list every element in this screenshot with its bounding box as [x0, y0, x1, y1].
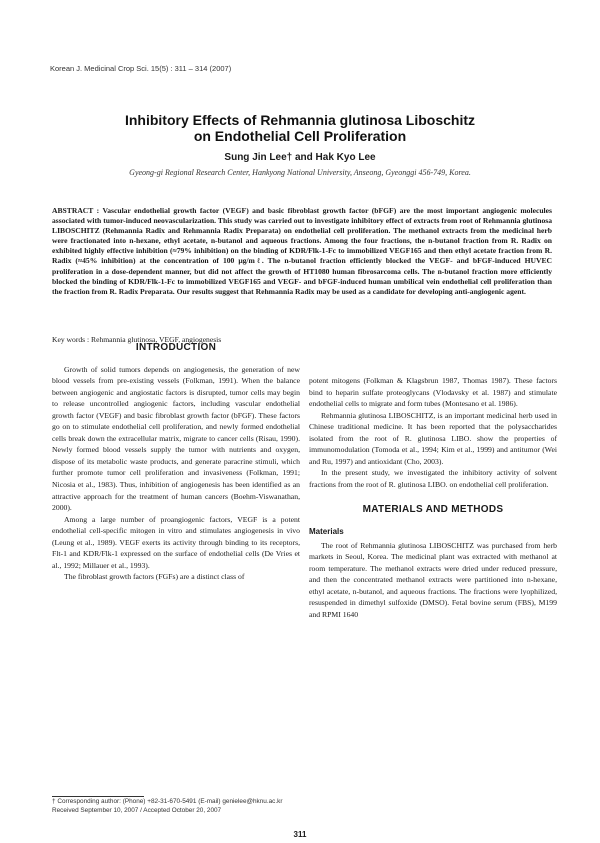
materials-paragraph-1: The root of Rehmannia glutinosa LIBOSCHITZ was purchased from herb markets in Seoul, Korea. The medicinal plant was extracted with methanol at room temperature. The methanol extracts were dried under reduced pressure, and then the concentrated methanol extracts were partitioned into n-hexane, ethyl acetate, n-butanol, and aqueous fractions. The fractions were lyophilized, resuspended in dimethyl sulfoxide (DMSO). Fetal bovine serum (FBS), M199 and RPMI 1640 — [309, 540, 557, 619]
received-accepted-footnote: Received September 10, 2007 / Accepted October 20, 2007 — [52, 807, 222, 814]
intro-paragraph-2: Among a large number of proangiogenic factors, VEGF is a potent endothelial cell-specific mitogen in vitro and stimulates angiogenesis in vivo (Leung et al., 1989). VEGF exerts its activity through binding to its receptors, Flt-1 and KDR/Flk-1 expressed on the surface of endothelial cells (De Vries et al., 1992; Millauer et al., 1993). — [52, 514, 300, 570]
journal-citation: Korean J. Medicinal Crop Sci. 15(5) : 311 – 314 (2007) — [50, 64, 232, 73]
abstract: ABSTRACT : Vascular endothelial growth factor (VEGF) and basic fibroblast growth factor (bFGF) are the most important angiogenic molecules associated with tumor-induced neovascularization. This study was carried out to investigate inhibitory effect of extracts from root of Rehmannia glutinosa LIBOSCHITZ (Rehmannia Radix and Rehmannia Radix Preparata) on endothelial cell proliferation. The methanol extracts from the medicinal herb were fractionated into n-hexane, ethyl acetate, n-butanol and aqueous fractions. Among the four fractions, the n-butanol fraction from R. Radix on exhibited highly effective inhibition (≈79% inhibition) on the binding of KDR/Flk-1-Fc to immobilized VEGF165 and then ethyl acetate fraction from R. Radix (≈45% inhibition) at the concentration of 100 μg/mℓ. The n-butanol fraction efficiently blocked the VEGF- and bFGF-induced HUVEC proliferation in a dose-dependent manner, but did not affect the growth of HT1080 human fibrosarcoma cells. The n-butanol fraction more efficiently blocked the binding of KDR/Flk-1-Fc to immobilized VEGF165 and VEGF- and bFGF-induced human umbilical vein endothelial cell proliferation than the fraction from R. Radix Preparata. Our results suggest that Rehmannia Radix may be used as a candidate for developing anti-angiogenic agent. — [52, 206, 552, 296]
title-line-1: Inhibitory Effects of Rehmannia glutinosa Liboschitz — [124, 112, 476, 128]
materials-subheading: Materials — [309, 527, 344, 537]
intro-paragraph-3: The fibroblast growth factors (FGFs) are a distinct class of — [64, 572, 245, 582]
introduction-heading: INTRODUCTION — [135, 342, 217, 353]
title-line-2: on Endothelial Cell Proliferation — [193, 128, 407, 144]
right-paragraph-1: potent mitogens (Folkman & Klagsbrun 1987, Thomas 1987). These factors bind to heparin sulfate proteoglycans (Vlodavsky et al. 1987) and stimulate endothelial cells to migrate and form tubes (Montesano et al. 1986). — [309, 376, 557, 409]
right-paragraph-3: In the present study, we investigated the inhibitory activity of solvent fractions from the root of R. glutinosa LIBO. on endothelial cell proliferation. — [309, 468, 557, 489]
right-column — [309, 375, 557, 620]
authors: Sung Jin Lee† and Hak Kyo Lee — [224, 152, 376, 163]
right-paragraph-2: Rehmannia glutinosa LIBOSCHITZ, is an important medicinal herb used in Chinese traditional medicine. It has been reported that the polysaccharides isolated from the root of R. glutinosa LIBO. show the properties of immunomodulation (Tomoda et al., 1994; Kim et al., 1999) and antitumor (Wei and Ru, 1997) and antioxidant (Cho, 2003). — [309, 410, 557, 466]
footnote-rule — [52, 796, 144, 797]
affiliation: Gyeong-gi Regional Research Center, Hankyong National University, Anseong, Gyeonggi 456-749, Korea. — [129, 168, 471, 177]
left-column — [52, 342, 300, 583]
methods-heading: MATERIALS AND METHODS — [362, 504, 504, 516]
intro-paragraph-1: Growth of solid tumors depends on angiogenesis, the generation of new blood vessels from pre-existing vessels (Folkman, 1991). When the balance between angiogenic and angiostatic factors is disrupted, tumor cells may begin to release uncontrolled angiogenic factors, including vascular endothelial growth factor (VEGF) and basic fibroblast growth factor (bFGF). These factors go on to stimulate endothelial cell proliferation, and newly formed endothelial cells break down the extracellular matrix, migrate to cancer cells (Risau, 1990). Newly formed blood vessels supply the tumor with nutrients and oxygen, dispose of its metabolic waste products, and generate paracrine stimuli, which further promote tumor cell proliferation and invasiveness (Folkman, 1991; Nicosia et al., 1983). Thus, inhibition of angiogenesis has been identified as an attractive approach for the treatment of human cancers (Boehm-Viswanathan, 2000). — [52, 364, 300, 513]
corresponding-author-footnote: † Corresponding author: (Phone) +82-31-670-5491 (E-mail) genielee@hknu.ac.kr — [52, 798, 283, 805]
keywords: Key words : Rehmannia glutinosa, VEGF, angiogenesis — [52, 335, 222, 344]
page-number: 311 — [293, 830, 307, 839]
